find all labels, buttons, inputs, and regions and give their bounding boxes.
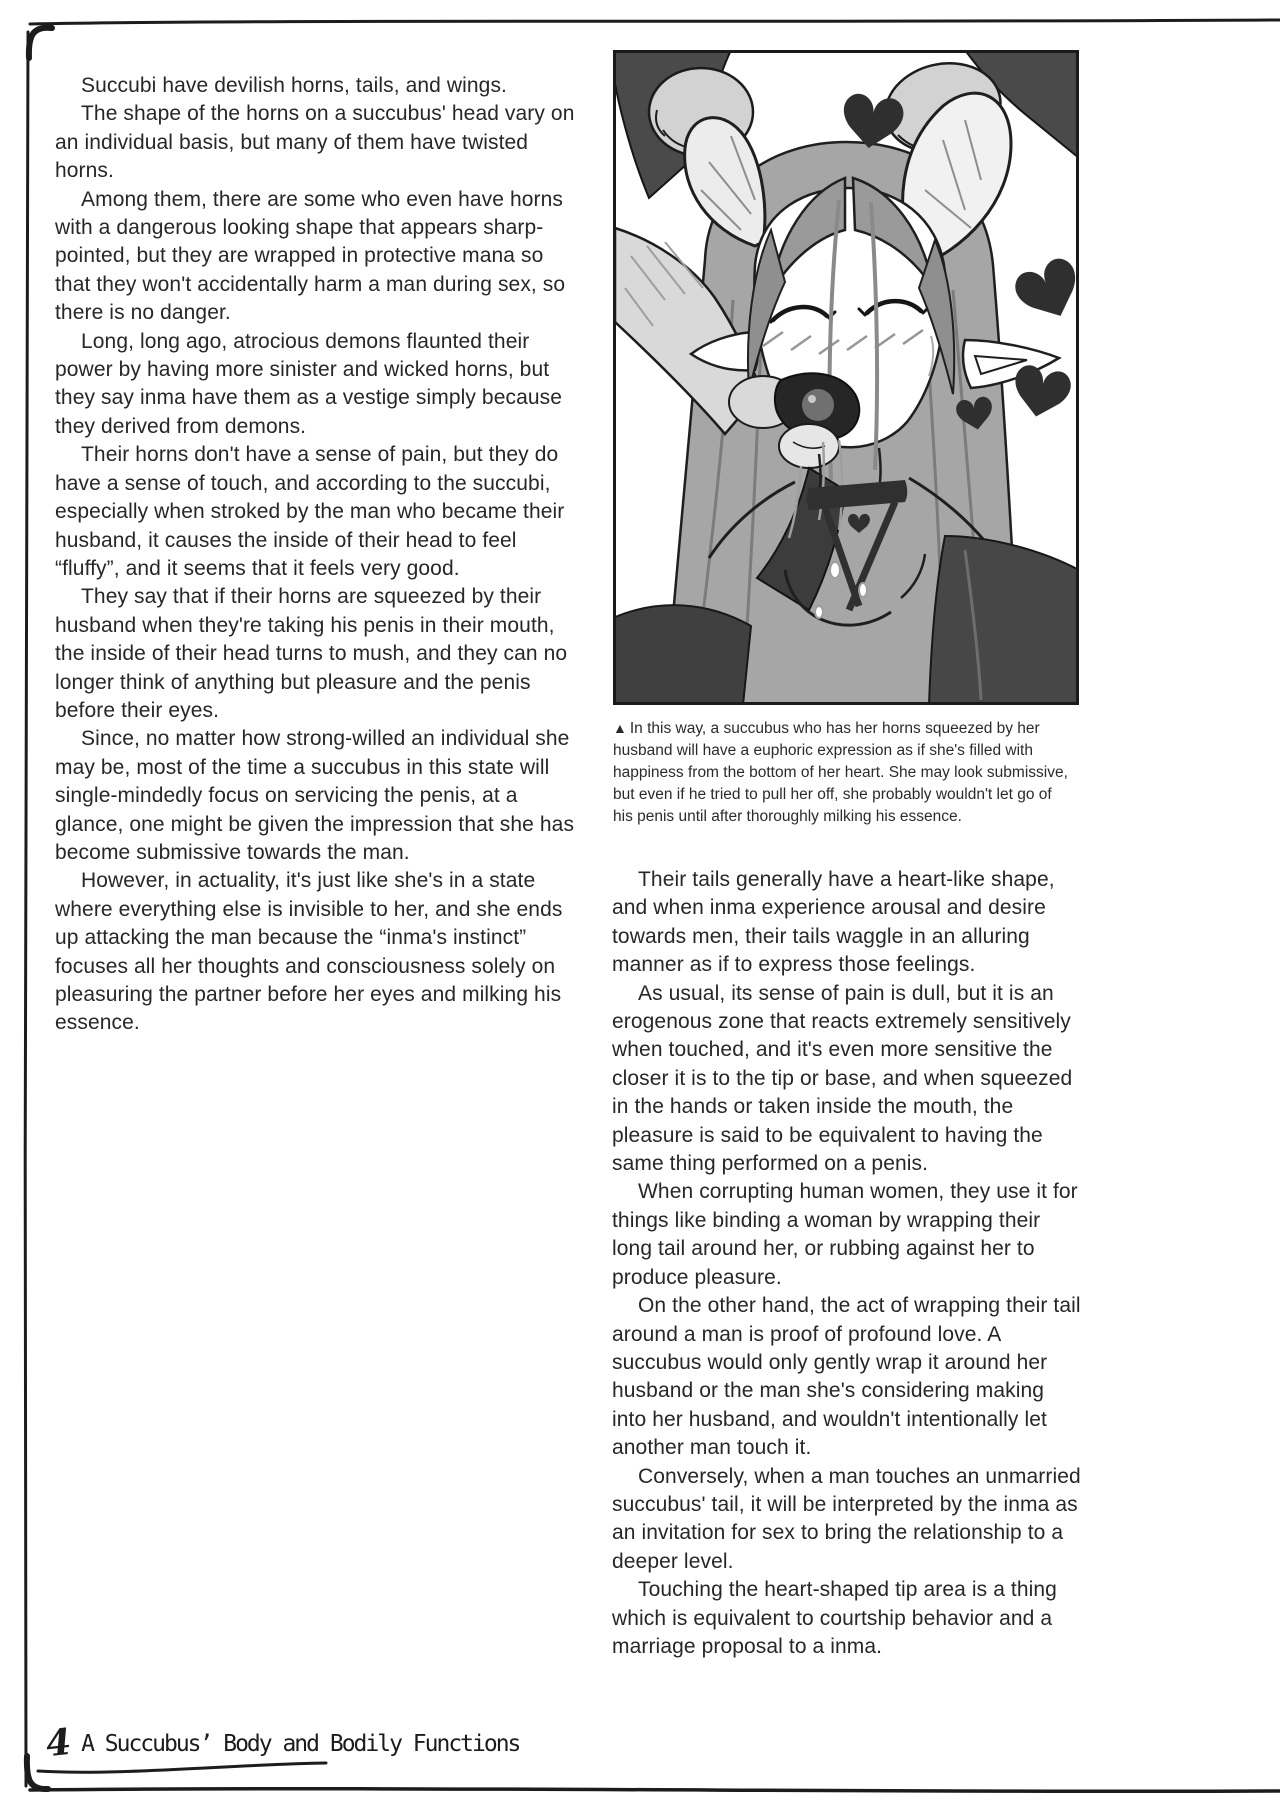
paragraph: They say that if their horns are squeezed by their husband when they're taking his penis in their mouth, the inside of their head turns to mush, and they can no longer think of anything but pleasure and the penis before their eyes. [55, 585, 568, 722]
paragraph: As usual, its sense of pain is dull, but it is an erogenous zone that reacts extremely sensitively when touched, and it's even more sensitive the closer it is to the tip or base, and when squeezed in the hands or taken inside the mouth, the pleasure is said to be equivalent to having the same thing performed on a penis. [612, 981, 1073, 1176]
paragraph: When corrupting human women, they use it for things like binding a woman by wrapping their long tail around her, or rubbing against her to produce pleasure. [612, 1180, 1078, 1289]
paragraph: Their tails generally have a heart-like shape, and when inma experience arousal and desire towards men, their tails waggle in an alluring manner as if to express those feelings. [612, 868, 1055, 977]
chapter-title: A Succubus’ Body and Bodily Functions [81, 1731, 520, 1757]
right-text-column [612, 866, 1082, 1661]
paragraph: Among them, there are some who even have horns with a dangerous looking shape that appears sharp-pointed, but they are wrapped in protective mana so that they won't accidentally harm a man during sex, so there is no danger. [55, 187, 566, 325]
paragraph: Conversely, when a man touches an unmarried succubus' tail, it will be interpreted by the inma as an invitation for sex to bring the relationship to a deeper level. [612, 1464, 1081, 1573]
figure-block [613, 50, 1081, 828]
page-border-corner-bottom-left [27, 1756, 48, 1789]
triangle-up-icon: ▲ [613, 720, 627, 736]
paragraph: Touching the heart-shaped tip area is a thing which is equivalent to courtship behavior and a marriage proposal to a inma. [612, 1578, 1057, 1658]
paragraph: Succubi have devilish horns, tails, and wings. [81, 74, 507, 97]
paragraph: Since, no matter how strong-willed an individual she may be, most of the time a succubus in this state will single-mindedly focus on servicing the penis, at a glance, one might be given the impression that she has become submissive towards the man. [55, 727, 575, 864]
page-border-top [30, 20, 1280, 24]
paragraph: The shape of the horns on a succubus' head vary on an individual basis, but many of them have twisted horns. [55, 102, 575, 183]
footer-underline [38, 1763, 326, 1772]
page-border-bottom [30, 1789, 1280, 1792]
manga-illustration [613, 50, 1079, 705]
paragraph: Long, long ago, atrocious demons flaunted their power by having more sinister and wicked horns, but they say inma have them as a vestige simply because they derived from demons. [55, 329, 563, 438]
chapter-number: 4 [43, 1720, 74, 1766]
paragraph: Their horns don't have a sense of pain, but they do have a sense of touch, and according to the succubi, especially when stroked by the man who became their husband, it causes the inside of their head to feel “fluffy”, and it seems that it feels very good. [55, 443, 565, 580]
left-text-column [55, 72, 579, 1038]
page-footer [43, 1720, 746, 1766]
paragraph: On the other hand, the act of wrapping their tail around a man is proof of profound love. A succubus would only gently wrap it around her husband or the man she's considering making into her husband, and wouldn't intentionally let another man touch it. [612, 1294, 1081, 1460]
figure-caption [613, 718, 1071, 828]
page-border-corner-top-left [29, 28, 52, 58]
paragraph: However, in actuality, it's just like she's in a state where everything else is invisible to her, and she ends up attacking the man because the “inma's instinct” focuses all her thoughts and consciousness solely on pleasuring the partner before her eyes and milking his essence. [55, 869, 563, 1035]
page-border-left [25, 32, 28, 1786]
figure-caption-text: In this way, a succubus who has her horns squeezed by her husband will have a euphoric expression as if she's filled with happiness from the bottom of her heart. She may look submissive, but even if he tried to pull her off, she probably wouldn't let go of his penis until after thoroughly milking his essence. [613, 720, 1068, 825]
